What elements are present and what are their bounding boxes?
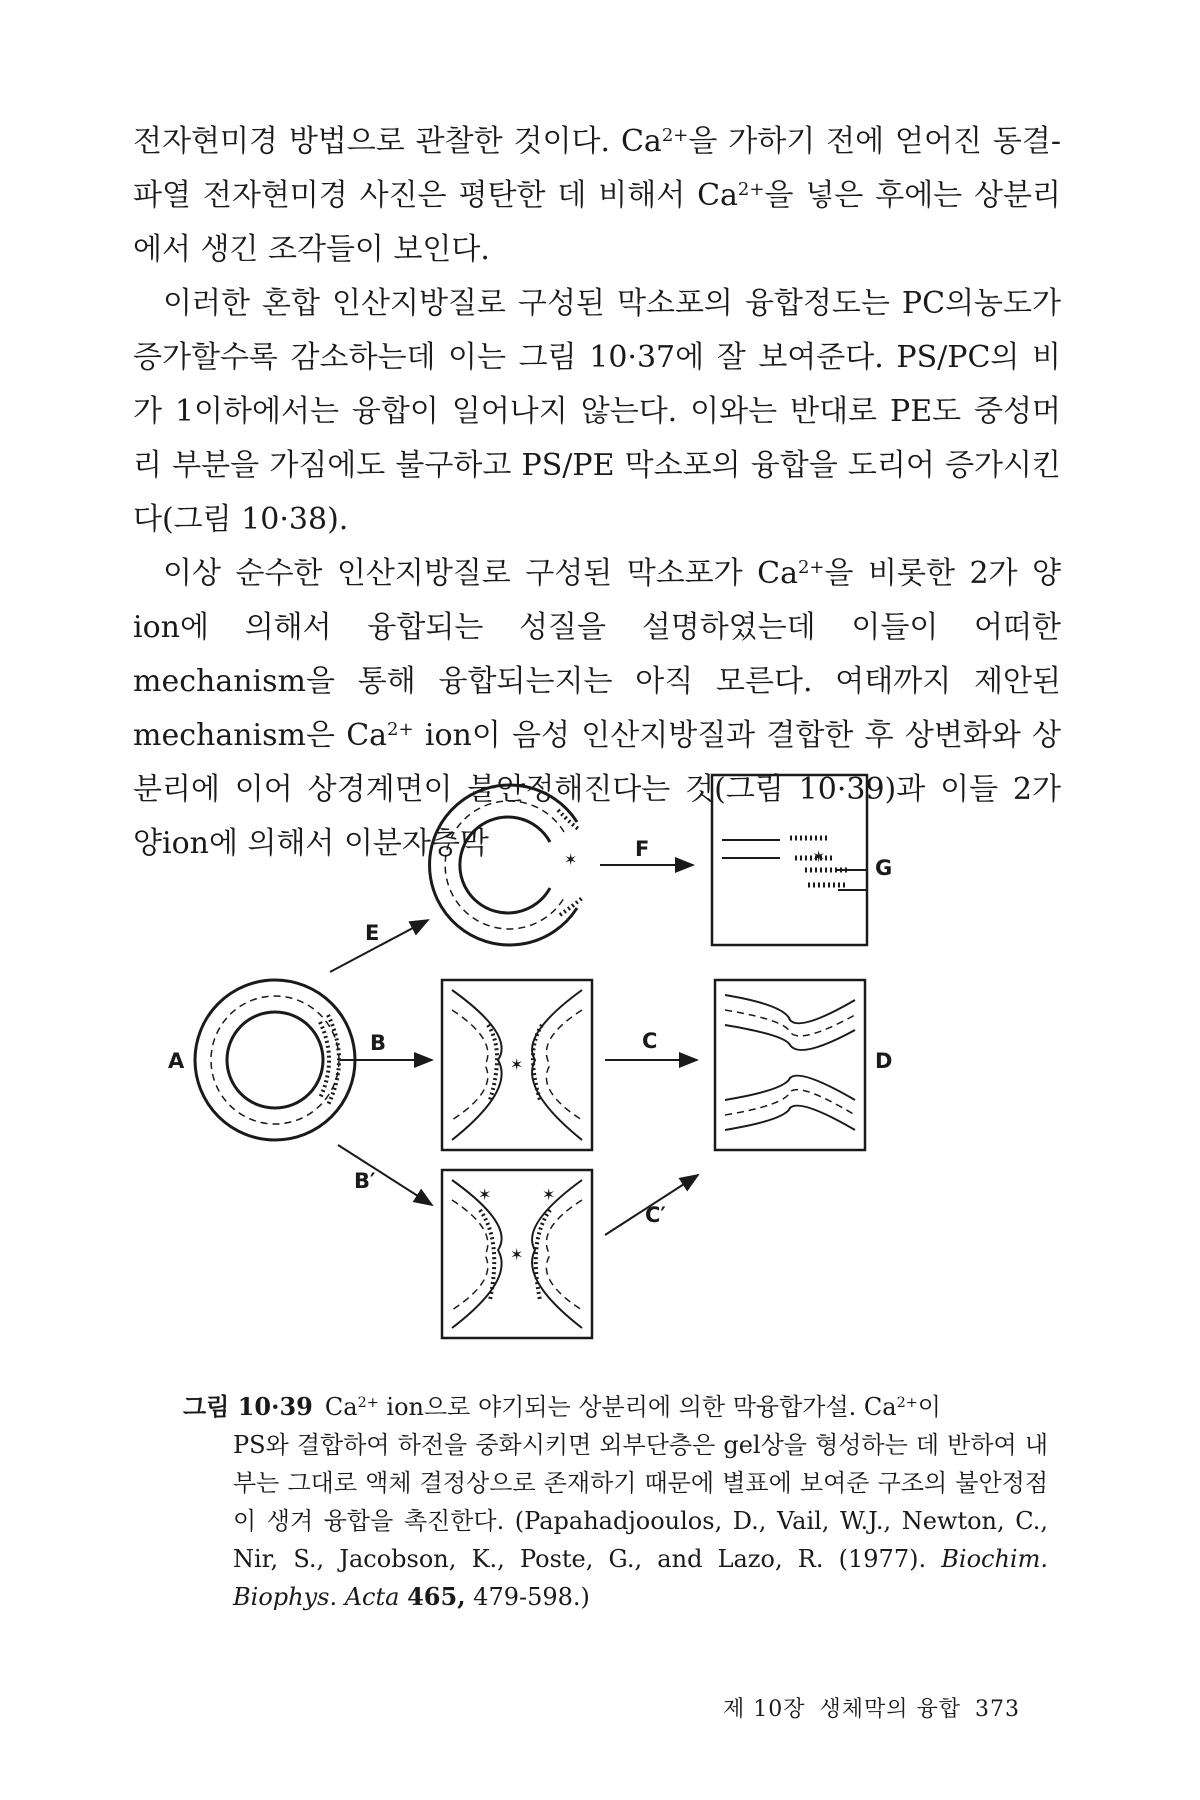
fusion-diagram — [168, 770, 1030, 1370]
caption-body — [233, 1426, 1048, 1616]
caption-journal: Biochim. Biophys. Acta — [233, 1545, 1048, 1611]
label-a: A — [168, 1049, 185, 1073]
label-c: C — [642, 1029, 658, 1053]
label-d: D — [875, 1049, 893, 1073]
label-b-prime: B′ — [354, 1169, 376, 1193]
page-footer — [709, 1692, 1020, 1723]
paragraph-2 — [133, 277, 1061, 547]
footer-chapter: 제 10장 — [722, 1697, 806, 1722]
label-b: B — [370, 1031, 387, 1055]
p1-text-3: 을 넣은 후에는 상분리에서 생긴 조각들이 보인다. — [133, 178, 1061, 267]
label-g: G — [875, 856, 893, 880]
p3-text-3: ion이 음성 인산지방질과 결합한 후 상변화와 상분리에 이어 상경계면이 불안정해진다는 것(그림 10·39)과 이들 2가 양ion에 의해서 이분자층막 — [133, 718, 1061, 861]
caption-pages: 479-598.) — [465, 1583, 590, 1611]
intermediate-e-ring — [430, 785, 582, 945]
caption-label: 그림 10·39 — [183, 1392, 313, 1421]
instability-star: ✶ — [478, 1185, 492, 1204]
caption-text-b: ion으로 야기되는 상분리에 의한 막융합가설. Ca — [378, 1393, 897, 1421]
instability-star: ✶ — [812, 847, 826, 866]
page-number: 373 — [975, 1697, 1020, 1722]
figure-caption — [183, 1388, 1048, 1616]
caption-sup-2: 2+ — [896, 1395, 918, 1412]
arrow-b-prime — [338, 1145, 432, 1205]
figure-10-39 — [168, 770, 1030, 1370]
p3-sup-1: 2+ — [797, 557, 825, 579]
instability-star: ✶ — [510, 1245, 524, 1264]
box-d — [715, 980, 865, 1150]
caption-volume: 465, — [407, 1582, 466, 1611]
body-text — [133, 115, 1061, 871]
caption-text-c: 이 — [917, 1393, 941, 1421]
label-f: F — [635, 837, 650, 861]
p1-text-1: 전자현미경 방법으로 관찰한 것이다. Ca — [133, 124, 662, 159]
caption-body-text: PS와 결합하여 하전을 중화시키면 외부단층은 gel상을 형성하는 데 반하여 내부는 그대로 액체 결정상으로 존재하기 때문에 별표에 보여준 구조의 불안정점이 생겨 융합을 촉진한다. (Papahadjooulos, D., Vail, W.J., Newton, C., Nir, S., Jacobson, K., Poste, G., and Lazo, R. (1977). — [233, 1431, 1048, 1573]
paragraph-1 — [133, 115, 1061, 277]
caption-text-a: Ca — [324, 1393, 358, 1421]
caption-first-line — [183, 1388, 1048, 1426]
p3-text-1: 이상 순수한 인산지방질로 구성된 막소포가 Ca — [163, 556, 798, 591]
p1-sup-2: 2+ — [737, 179, 765, 201]
label-e: E — [365, 921, 380, 945]
p1-text-2: 을 가하기 전에 얻어진 동결-파열 전자현미경 사진은 평탄한 데 비해서 Ca — [133, 124, 1061, 213]
footer-title: 생체막의 융합 — [819, 1697, 961, 1722]
instability-star: ✶ — [510, 1055, 524, 1074]
p1-sup-1: 2+ — [661, 125, 689, 147]
box-g — [712, 775, 867, 945]
instability-star: ✶ — [542, 1185, 556, 1204]
label-c-prime: C′ — [645, 1203, 666, 1227]
p3-sup-2: 2+ — [387, 719, 414, 741]
p2-text-1: 이러한 혼합 인산지방질로 구성된 막소포의 융합정도는 PC의농도가 증가할수록 감소하는데 이는 그림 10·37에 잘 보여준다. PS/PC의 비가 1이하에서는 융합이 일어나지 않는다. 이와는 반대로 PE도 중성머리 부분을 가짐에도 불구하고 PS/PE 막소포의 융합을 도리어 증가시킨다(그림 10·38). — [133, 286, 1061, 537]
caption-sup-1: 2+ — [357, 1395, 379, 1412]
vesicle-a — [195, 980, 355, 1140]
instability-star: ✶ — [564, 850, 578, 869]
p3-text-2: 을 비롯한 2가 양ion에 의해서 융합되는 성질을 설명하였는데 이들이 어떠한 mechanism을 통해 융합되는지는 아직 모른다. 여태까지 제안된 mechanism은 Ca — [133, 556, 1061, 753]
